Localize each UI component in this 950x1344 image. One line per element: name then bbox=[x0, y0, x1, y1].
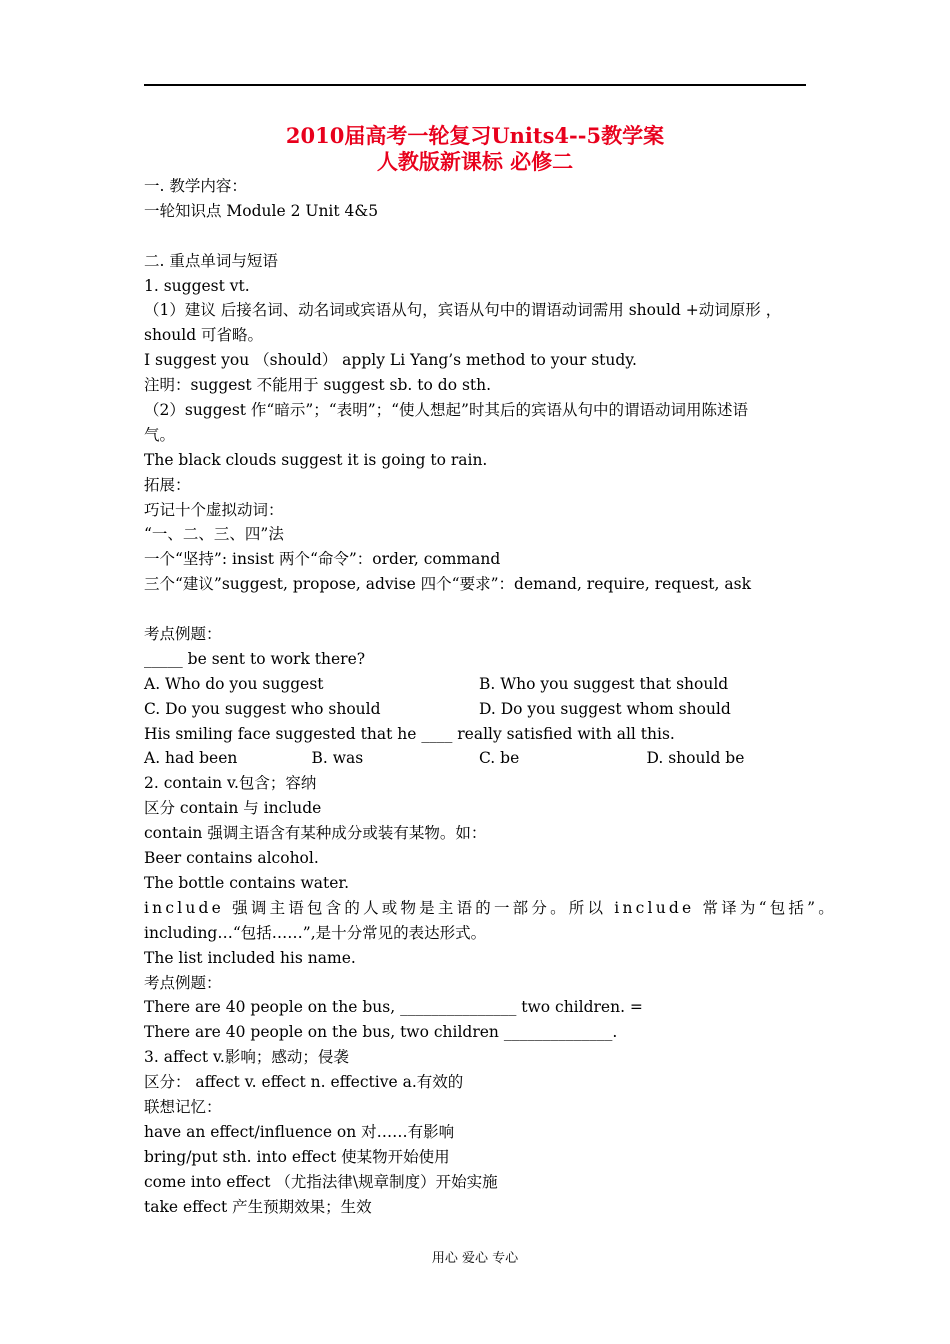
phrase-line: take effect 产生预期效果；生效 bbox=[144, 1197, 372, 1216]
blank-line bbox=[144, 597, 816, 622]
example-sentence: The bottle contains water. bbox=[144, 873, 350, 892]
text-line: include 强调主语包含的人或物是主语的一部分。所以 include 常译为“包括”。 bbox=[144, 898, 837, 917]
text-line: including…“包括……”,是十分常见的表达形式。 bbox=[144, 923, 487, 942]
text-line: 考点例题： bbox=[144, 625, 222, 644]
text-line: 三个“建议”suggest, propose, advise 四个“要求”：demand, require, request, ask bbox=[144, 575, 751, 594]
text-line: should 可省略。 bbox=[144, 326, 264, 345]
option-d: D. Do you suggest whom should bbox=[479, 699, 731, 718]
example-sentence: I suggest you （should） apply Li Yang’s method to your study. bbox=[144, 351, 637, 370]
text-line: 考点例题： bbox=[144, 973, 222, 992]
question: _____ be sent to work there? bbox=[144, 649, 366, 668]
document-subtitle: 人教版新课标 必修二 bbox=[376, 149, 574, 174]
document-title: 2010届高考一轮复习Units4--5教学案 bbox=[285, 123, 665, 148]
option-c: C. Do you suggest who should bbox=[144, 699, 381, 718]
blank-line bbox=[144, 224, 816, 249]
text-line: “一、二、三、四”法 bbox=[144, 525, 284, 544]
text-line: 区分 contain 与 include bbox=[144, 799, 322, 818]
example-sentence: Beer contains alcohol. bbox=[144, 849, 319, 868]
example-sentence: The list included his name. bbox=[144, 948, 356, 967]
text-line: 联想记忆： bbox=[144, 1097, 222, 1116]
phrase-line: bring/put sth. into effect 使某物开始使用 bbox=[144, 1147, 450, 1166]
question: There are 40 people on the bus, _______________ two children. = bbox=[144, 998, 643, 1017]
text-line: 巧记十个虚拟动词： bbox=[144, 500, 284, 519]
section-heading: 二. 重点单词与短语 bbox=[144, 251, 278, 270]
item-heading: 1. suggest vt. bbox=[144, 276, 250, 295]
text-line: contain 强调主语含有某种成分或装有某物。如： bbox=[144, 824, 487, 843]
text-line: 气。 bbox=[144, 425, 176, 444]
option-d: D. should be bbox=[646, 749, 745, 768]
example-sentence: The black clouds suggest it is going to rain. bbox=[144, 450, 488, 469]
answer-options bbox=[144, 697, 816, 722]
text-line: 拓展： bbox=[144, 475, 191, 494]
text-line: 注明：suggest 不能用于 suggest sb. to do sth. bbox=[144, 376, 492, 395]
text-line: 一个“坚持”: insist 两个“命令”：order, command bbox=[144, 550, 501, 569]
phrase-line: come into effect （尤指法律\规章制度）开始实施 bbox=[144, 1172, 498, 1191]
answer-options bbox=[144, 672, 816, 697]
option-a: A. Who do you suggest bbox=[144, 674, 324, 693]
page-footer: 用心 爱心 专心 bbox=[431, 1251, 519, 1266]
answer-options bbox=[144, 746, 816, 771]
document-body bbox=[144, 174, 837, 1219]
header-rule bbox=[144, 84, 806, 86]
option-b: B. Who you suggest that should bbox=[479, 674, 729, 693]
text-line: 区分： affect v. effect n. effective a.有效的 bbox=[144, 1073, 464, 1092]
text-line: （2）suggest 作“暗示”；“表明”；“使人想起”时其后的宾语从句中的谓语动词用陈述语 bbox=[144, 401, 748, 420]
phrase-line: have an effect/influence on 对……有影响 bbox=[144, 1122, 455, 1141]
text-line: （1）建议 后接名词、动名词或宾语从句，宾语从句中的谓语动词需用 should +动词原形 ， bbox=[144, 301, 782, 320]
section-heading: 一. 教学内容： bbox=[144, 177, 247, 195]
item-heading: 3. affect v.影响；感动；侵袭 bbox=[144, 1048, 349, 1067]
option-b: B. was bbox=[311, 749, 364, 768]
question: There are 40 people on the bus, two children ______________. bbox=[144, 1023, 618, 1042]
item-heading: 2. contain v.包含；容纳 bbox=[144, 774, 317, 793]
option-c: C. be bbox=[479, 749, 520, 768]
question: His smiling face suggested that he ____ really satisfied with all this. bbox=[144, 724, 675, 743]
text-line: 一轮知识点 Module 2 Unit 4&5 bbox=[144, 201, 379, 220]
option-a: A. had been bbox=[144, 749, 238, 768]
